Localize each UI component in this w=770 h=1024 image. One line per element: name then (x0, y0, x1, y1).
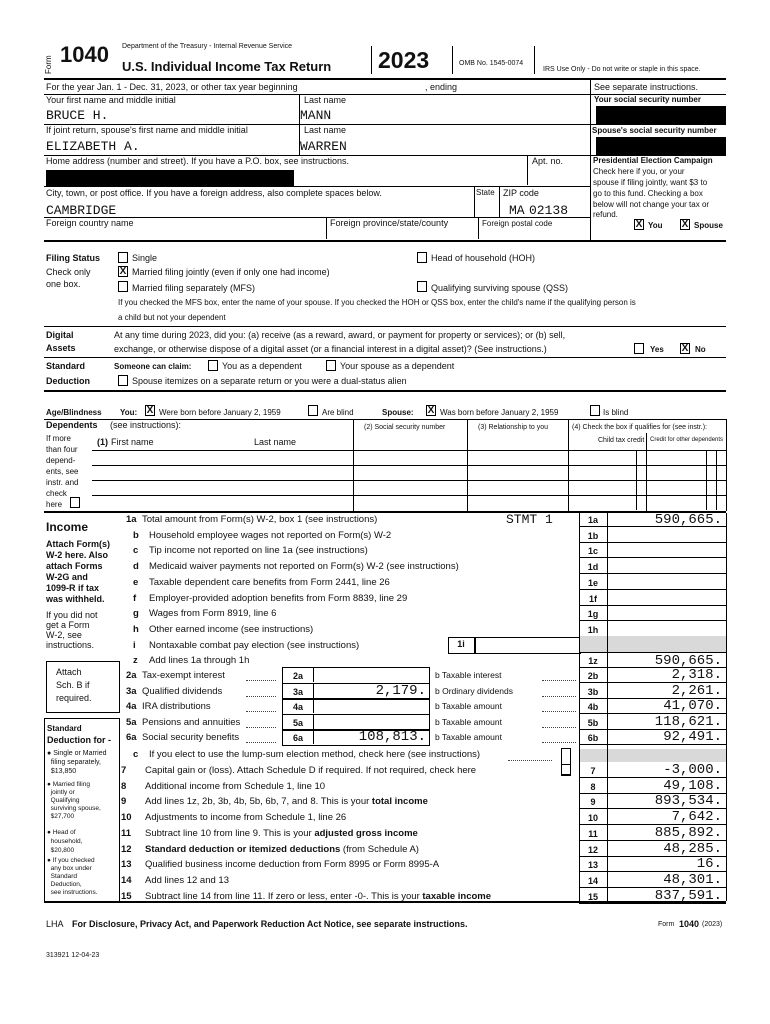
attach-2: W-2 here. Also (46, 550, 108, 560)
line-8: 8 Additional income from Schedule 1, line 10 (121, 781, 326, 792)
footer-code: 313921 12-04-23 (46, 952, 100, 959)
spouse-last-name-value[interactable]: WARREN (300, 139, 347, 154)
address-redacted (46, 170, 294, 186)
pec-text-5: refund. (593, 210, 618, 219)
line-10-amount[interactable]: 7,642. (671, 809, 722, 825)
line-1c: c Tip income not reported on line 1a (see instructions) (133, 545, 368, 556)
spouse-itemizes-checkbox[interactable] (118, 375, 128, 386)
dep-col1-num: (1) (97, 437, 108, 447)
line-5b-amount[interactable]: 118,621. (654, 714, 722, 730)
dep-col4a-header: Child tax credit (598, 437, 645, 444)
ifnot-1: If you did not (46, 610, 98, 620)
spouse-itemizes-label: Spouse itemizes on a separate return or you were a dual-status alien (132, 376, 407, 386)
footer-form-label: Form (658, 921, 675, 928)
dep-side-4: ents, see (46, 467, 79, 476)
country-label: Foreign country name (46, 218, 134, 228)
tax-year: 2023 (378, 47, 430, 73)
age-you-label: You: (120, 408, 138, 417)
line-12: 12 Standard deduction or itemized deductions (from Schedule A) (121, 844, 419, 855)
capital-gain-checkbox[interactable] (561, 764, 571, 775)
ending-label: , ending (425, 82, 458, 92)
line-10-box: 10 (587, 813, 598, 823)
mfj-checkbox[interactable]: X (119, 266, 127, 277)
dep-side-2: than four (46, 445, 78, 454)
dep-side-1: If more (46, 434, 71, 443)
line-2a: 2a Tax-exempt interest (126, 670, 225, 681)
std-item-single: ● Single or Married filing separately, $13,850 (47, 750, 107, 775)
first-name-label: Your first name and middle initial (46, 95, 176, 105)
digital-question-1: At any time during 2023, did you: (a) receive (as a reward, award, or payment for property or services); or (b) sell, (114, 330, 566, 340)
line-4b-box: 4b (587, 702, 599, 712)
line-4a-box: 4a (292, 702, 303, 712)
line-5a: 5a Pensions and annuities (126, 717, 241, 728)
line-3a-amount[interactable]: 2,179. (375, 683, 426, 699)
dep-col4b-header: Credit for other dependents (650, 437, 724, 443)
form-title: U.S. Individual Income Tax Return (122, 59, 332, 74)
line-13: 13 Qualified business income deduction from Form 8995 or Form 8995-A (121, 859, 440, 870)
line-1b-box: 1b (587, 531, 599, 541)
sch-b-2: Sch. B if (56, 680, 90, 690)
attach-4: W-2G and (46, 572, 88, 582)
last-name-value[interactable]: MANN (300, 108, 332, 123)
standard-deduction-label-2: Deduction (46, 376, 90, 386)
line-3b-box: 3b (587, 687, 599, 697)
pec-text-4: below will not change your tax or (593, 200, 710, 209)
pec-spouse-label: Spouse (694, 221, 723, 230)
digital-assets-label-2: Assets (46, 343, 76, 353)
dep-side-3: depend- (46, 456, 76, 465)
standard-deduction-label-1: Standard (46, 361, 86, 371)
ssn-label: Your social security number (594, 95, 701, 104)
digital-question-2: exchange, or otherwise dispose of a digital asset (or a financial interest in a digital asset)? (See instructions.) (114, 344, 547, 354)
digital-assets-label-1: Digital (46, 330, 74, 340)
state-value[interactable]: MA (509, 203, 525, 218)
line-1e-box: 1e (587, 578, 598, 588)
line-1d: d Medicaid waiver payments not reported on Form(s) W-2 (see instructions) (133, 561, 459, 572)
filing-status-label: Filing Status (46, 253, 100, 263)
dep-col1-last-header: Last name (254, 437, 297, 447)
irs-use-only: IRS Use Only - Do not write or staple in this space. (543, 66, 701, 73)
digital-yes-checkbox[interactable] (634, 343, 644, 354)
line-12-box: 12 (587, 845, 598, 855)
line-1i-label: 1i (457, 639, 465, 649)
line-13-amount[interactable]: 16. (696, 856, 722, 872)
income-title: Income (46, 520, 89, 534)
dependents-label: Dependents (46, 420, 98, 430)
attach-6: was withheld. (46, 594, 105, 604)
last-name-label: Last name (304, 95, 347, 105)
line-5a-box: 5a (292, 718, 303, 728)
line-14-box: 14 (587, 876, 598, 886)
line-6b-amount[interactable]: 92,491. (663, 729, 722, 745)
pec-you-label: You (648, 221, 663, 230)
line-1c-box: 1c (587, 546, 598, 556)
line-6a-amount[interactable]: 108,813. (358, 729, 426, 745)
line-11-amount[interactable]: 885,892. (654, 825, 722, 841)
lha-label: LHA (46, 919, 64, 929)
line-5b-label: b Taxable amount (435, 717, 502, 727)
line-9: 9 Add lines 1z, 2b, 3b, 4b, 5b, 6b, 7, and 8. This is your total income (121, 796, 428, 807)
hoh-label: Head of household (HOH) (431, 253, 536, 263)
line-13-box: 13 (587, 860, 598, 870)
city-value[interactable]: CAMBRIDGE (46, 203, 117, 218)
footer-form-number: 1040 (679, 919, 700, 929)
mfj-label: Married filing jointly (even if only one had income) (132, 267, 330, 277)
line-1f: f Employer-provided adoption benefits from Form 8839, line 29 (133, 593, 408, 604)
spouse-dependent-label: Your spouse as a dependent (340, 361, 455, 371)
ifnot-4: instructions. (46, 640, 95, 650)
spouse-dependent-checkbox[interactable] (326, 360, 336, 371)
line-1i: i Nontaxable combat pay election (see instructions) (133, 640, 360, 651)
line-1i-amount[interactable] (474, 637, 581, 654)
zip-value[interactable]: 02138 (529, 203, 569, 218)
line-1a-stmt-note: STMT 1 (506, 512, 553, 527)
line-5b-box: 5b (587, 718, 599, 728)
spouse-ssn-redacted (596, 137, 726, 155)
you-born-checkbox[interactable]: X (146, 405, 154, 416)
dependents-see: (see instructions): (110, 420, 182, 430)
digital-yes-label: Yes (650, 345, 664, 354)
dep-side-7: here (46, 500, 63, 509)
digital-no-checkbox[interactable]: X (681, 343, 689, 354)
line-1e: e Taxable dependent care benefits from Form 2441, line 26 (133, 577, 390, 588)
single-label: Single (132, 253, 158, 263)
line-15-box: 15 (587, 892, 598, 902)
line-8-amount[interactable]: 49,108. (663, 778, 722, 794)
std-item-mfj: ● Married filing jointly or Qualifying surviving spouse, $27,700 (47, 781, 101, 820)
line-1z-amount[interactable]: 590,665. (654, 653, 722, 669)
apt-label: Apt. no. (532, 156, 564, 166)
spouse-ssn-label: Spouse's social security number (592, 126, 717, 135)
zip-label: ZIP code (503, 188, 539, 198)
postal-label: Foreign postal code (482, 219, 553, 228)
std-item-hoh: ● Head of household, $20,800 (47, 829, 83, 854)
line-1z: z Add lines 1a through 1h (133, 655, 250, 666)
line-10: 10 Adjustments to income from Schedule 1, line 26 (121, 812, 347, 823)
pec-you-checkbox[interactable]: X (635, 219, 643, 230)
address-label: Home address (number and street). If you have a P.O. box, see instructions. (46, 156, 349, 166)
someone-can-claim: Someone can claim: (114, 362, 192, 371)
dep-side-6: check (46, 489, 67, 498)
pec-spouse-checkbox[interactable]: X (681, 219, 689, 230)
pec-text-2: spouse if filing jointly, want $3 to (593, 178, 708, 187)
line-2b-label: b Taxable interest (435, 670, 502, 680)
pec-title: Presidential Election Campaign (593, 156, 713, 165)
ssn-redacted (596, 106, 726, 124)
city-label: City, town, or post office. If you have a foreign address, also complete spaces below. (46, 188, 382, 198)
dep-col1-header: First name (111, 437, 154, 447)
you-blind-label: Are blind (322, 408, 354, 417)
age-spouse-label: Spouse: (382, 408, 414, 417)
filing-note-2: a child but not your dependent (118, 313, 226, 322)
digital-no-label: No (695, 345, 706, 354)
line-2b-amount[interactable]: 2,318. (671, 667, 722, 683)
dep-col2-header: (2) Social security number (364, 424, 446, 431)
spouse-first-name-label: If joint return, spouse's first name and middle initial (46, 125, 248, 135)
you-dependent-label: You as a dependent (222, 361, 302, 371)
line-8-box: 8 (590, 782, 596, 792)
qss-label: Qualifying surviving spouse (QSS) (431, 283, 569, 293)
line-6a: 6a Social security benefits (126, 732, 240, 743)
year-line: For the year Jan. 1 - Dec. 31, 2023, or other tax year beginning (46, 82, 298, 92)
line-14-amount[interactable]: 48,301. (663, 872, 722, 888)
pec-text-1: Check here if you, or your (593, 167, 685, 176)
line-4b-label: b Taxable amount (435, 701, 502, 711)
dep-col3-header: (3) Relationship to you (478, 424, 549, 431)
line-1a-amount[interactable]: 590,665. (654, 512, 722, 528)
line-2b-box: 2b (587, 671, 599, 681)
line-11: 11 Subtract line 10 from line 9. This is your adjusted gross income (121, 828, 418, 839)
line-6b-label: b Taxable amount (435, 732, 502, 742)
attach-1: Attach Form(s) (46, 539, 111, 549)
footer-form-year: (2023) (702, 921, 723, 928)
line-6a-box: 6a (292, 733, 303, 743)
mfs-label: Married filing separately (MFS) (132, 283, 256, 293)
line-6b-box: 6b (587, 733, 599, 743)
state-label: State (476, 188, 495, 197)
disclosure-notice: For Disclosure, Privacy Act, and Paperwork Reduction Act Notice, see separate instructions. (72, 919, 468, 929)
single-checkbox[interactable] (118, 252, 128, 263)
department-text: Department of the Treasury - Internal Revenue Service (122, 43, 293, 50)
province-label: Foreign province/state/county (330, 218, 449, 228)
line-2a-box: 2a (292, 671, 303, 681)
filing-note-1: If you checked the MFS box, enter the name of your spouse. If you checked the HOH or QSS box, enter the child's name if the qualifying person is (118, 298, 636, 307)
line-1h-box: 1h (587, 625, 599, 635)
sch-b-3: required. (56, 693, 92, 703)
std-box-title-2: Deduction for - (47, 735, 111, 745)
more-dependents-checkbox[interactable] (70, 497, 80, 508)
check-only-text: Check only (46, 267, 91, 277)
you-born-label: Were born before January 2, 1959 (159, 408, 281, 417)
dep-side-5: instr. and (46, 478, 79, 487)
std-item-checked: ● If you checked any box under Standard Deduction, see instructions. (47, 857, 98, 896)
line-1d-box: 1d (587, 562, 599, 572)
line-3b-label: b Ordinary dividends (435, 686, 513, 696)
sch-b-1: Attach (56, 667, 82, 677)
spouse-blind-label: Is blind (603, 408, 629, 417)
you-dependent-checkbox[interactable] (208, 360, 218, 371)
line-9-amount[interactable]: 893,534. (654, 793, 722, 809)
omb-number: OMB No. 1545-0074 (459, 60, 524, 67)
spouse-first-name-value[interactable]: ELIZABETH A. (46, 139, 140, 154)
form-label: Form (44, 55, 53, 74)
line-1g: g Wages from Form 8919, line 6 (133, 608, 277, 619)
attach-3: attach Forms (46, 561, 103, 571)
dep-col4-header: (4) Check the box if qualifies for (see instr.): (572, 424, 707, 431)
line-9-box: 9 (590, 797, 596, 807)
std-box-title-1: Standard (47, 724, 82, 733)
line-14: 14 Add lines 12 and 13 (121, 875, 229, 886)
line-12-amount[interactable]: 48,285. (663, 841, 722, 857)
line-3a-box: 3a (292, 687, 303, 697)
line-1f-box: 1f (588, 594, 597, 604)
line-6c: c If you elect to use the lump-sum election method, check here (see instructions) (133, 749, 481, 760)
line-1a: 1a Total amount from Form(s) W-2, box 1 (see instructions) (126, 514, 378, 525)
line-1z-box: 1z (588, 656, 598, 666)
age-blindness-label: Age/Blindness (46, 408, 102, 417)
spouse-born-checkbox[interactable]: X (427, 405, 435, 416)
line-11-box: 11 (588, 829, 598, 839)
spouse-born-label: Was born before January 2, 1959 (440, 408, 559, 417)
line-1b: b Household employee wages not reported on Form(s) W-2 (133, 530, 392, 541)
line-4a: 4a IRA distributions (126, 701, 211, 712)
line-1h: h Other earned income (see instructions) (133, 624, 314, 635)
line-4b-amount[interactable]: 41,070. (663, 698, 722, 714)
form-number: 1040 (60, 42, 109, 67)
line-15-amount[interactable]: 837,591. (654, 888, 722, 904)
line-3b-amount[interactable]: 2,261. (671, 683, 722, 699)
pec-text-3: go to this fund. Checking a box (593, 189, 703, 198)
mfs-checkbox[interactable] (118, 281, 128, 292)
line-1g-box: 1g (587, 609, 599, 619)
one-box-text: one box. (46, 279, 81, 289)
attach-5: 1099-R if tax (46, 583, 100, 593)
line-15: 15 Subtract line 14 from line 11. If zero or less, enter -0-. This is your taxable income (121, 891, 492, 902)
line-3a: 3a Qualified dividends (126, 686, 223, 697)
you-blind-checkbox[interactable] (308, 405, 318, 416)
first-name-value[interactable]: BRUCE H. (46, 108, 109, 123)
spouse-last-name-label: Last name (304, 125, 347, 135)
line-7-amount[interactable]: -3,000. (663, 762, 722, 778)
ifnot-2: get a Form (46, 620, 90, 630)
hoh-checkbox[interactable] (417, 252, 427, 263)
spouse-blind-checkbox[interactable] (590, 405, 600, 416)
ifnot-3: W-2, see (46, 630, 82, 640)
line-1a-box: 1a (587, 515, 598, 525)
see-separate-instructions: See separate instructions. (594, 82, 699, 92)
line-7: 7 Capital gain or (loss). Attach Schedule D if required. If not required, check here (121, 765, 477, 776)
qss-checkbox[interactable] (417, 281, 427, 292)
line-7-box: 7 (590, 766, 596, 776)
